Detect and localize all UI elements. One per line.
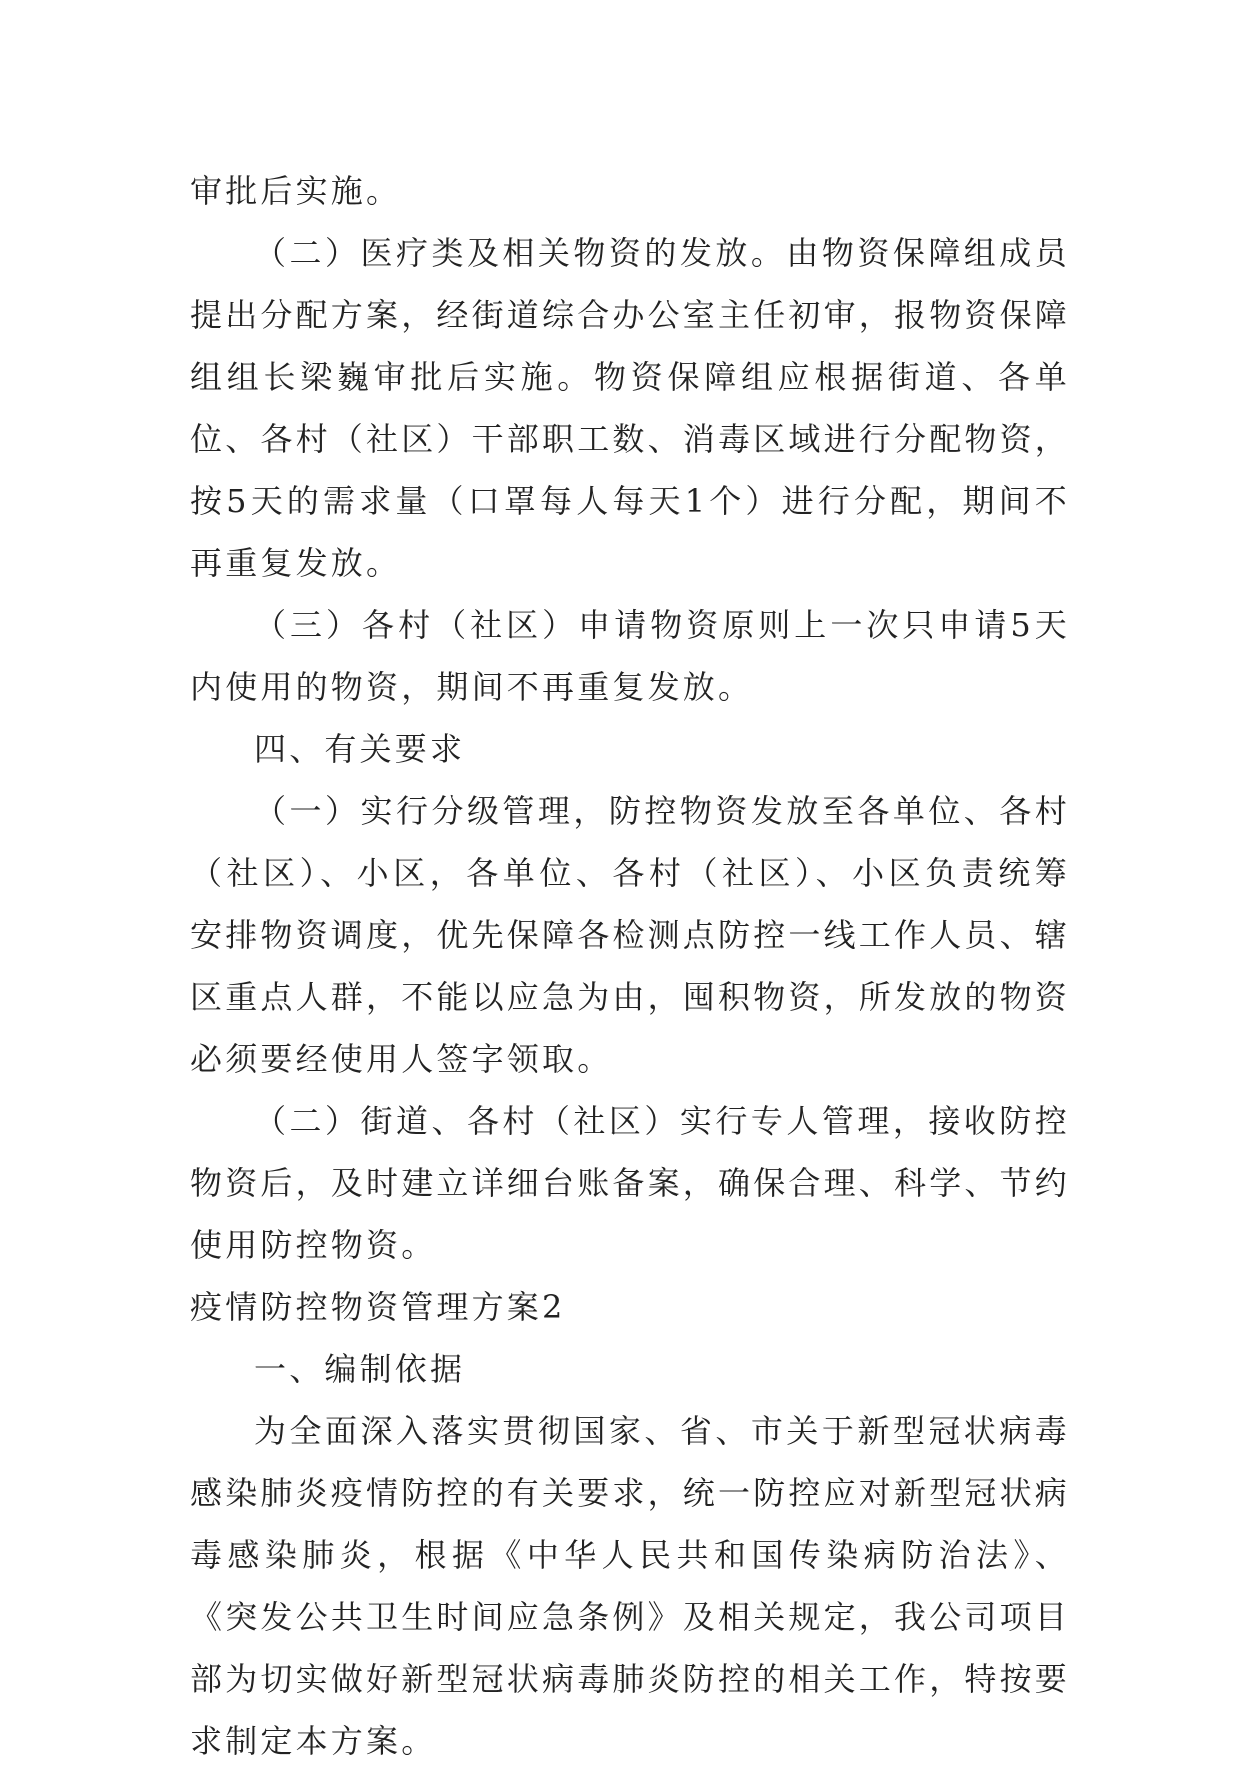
document-body (190, 160, 1070, 1772)
paragraph-basis-content: 为全面深入落实贯彻国家、省、市关于新型冠状病毒感染肺炎疫情防控的有关要求，统一防控应对新型冠状病毒感染肺炎，根据《中华人民共和国传染病防治法》、《突发公共卫生时间应急条例》及相关规定，我公司项目部为切实做好新型冠状病毒肺炎防控的相关工作，特按要求制定本方案。 (190, 1412, 1071, 1760)
paragraph-dedicated-management: （二）街道、各村（社区）实行专人管理，接收防控物资后，及时建立详细台账备案，确保合理、科学、节约使用防控物资。 (190, 1102, 1071, 1264)
paragraph-continuation: 审批后实施。 (190, 172, 402, 210)
document-title-plan-2: 疫情防控物资管理方案2 (190, 1288, 566, 1326)
paragraph-medical-supplies-distribution: （二）医疗类及相关物资的发放。由物资保障组成员提出分配方案，经街道综合办公室主任初审，报物资保障组组长梁巍审批后实施。物资保障组应根据街道、各单位、各村（社区）干部职工数、消毒区域进行分配物资，按5天的需求量（口罩每人每天1个）进行分配，期间不再重复发放。 (190, 234, 1071, 582)
paragraph-village-application: （三）各村（社区）申请物资原则上一次只申请5天内使用的物资，期间不再重复发放。 (190, 606, 1070, 706)
section-heading-requirements: 四、有关要求 (254, 730, 466, 768)
section-heading-basis: 一、编制依据 (254, 1350, 466, 1388)
paragraph-tiered-management: （一）实行分级管理，防控物资发放至各单位、各村（社区）、小区，各单位、各村（社区）、小区负责统筹安排物资调度，优先保障各检测点防控一线工作人员、辖区重点人群，不能以应急为由，囤积物资，所发放的物资必须要经使用人签字领取。 (190, 792, 1071, 1078)
